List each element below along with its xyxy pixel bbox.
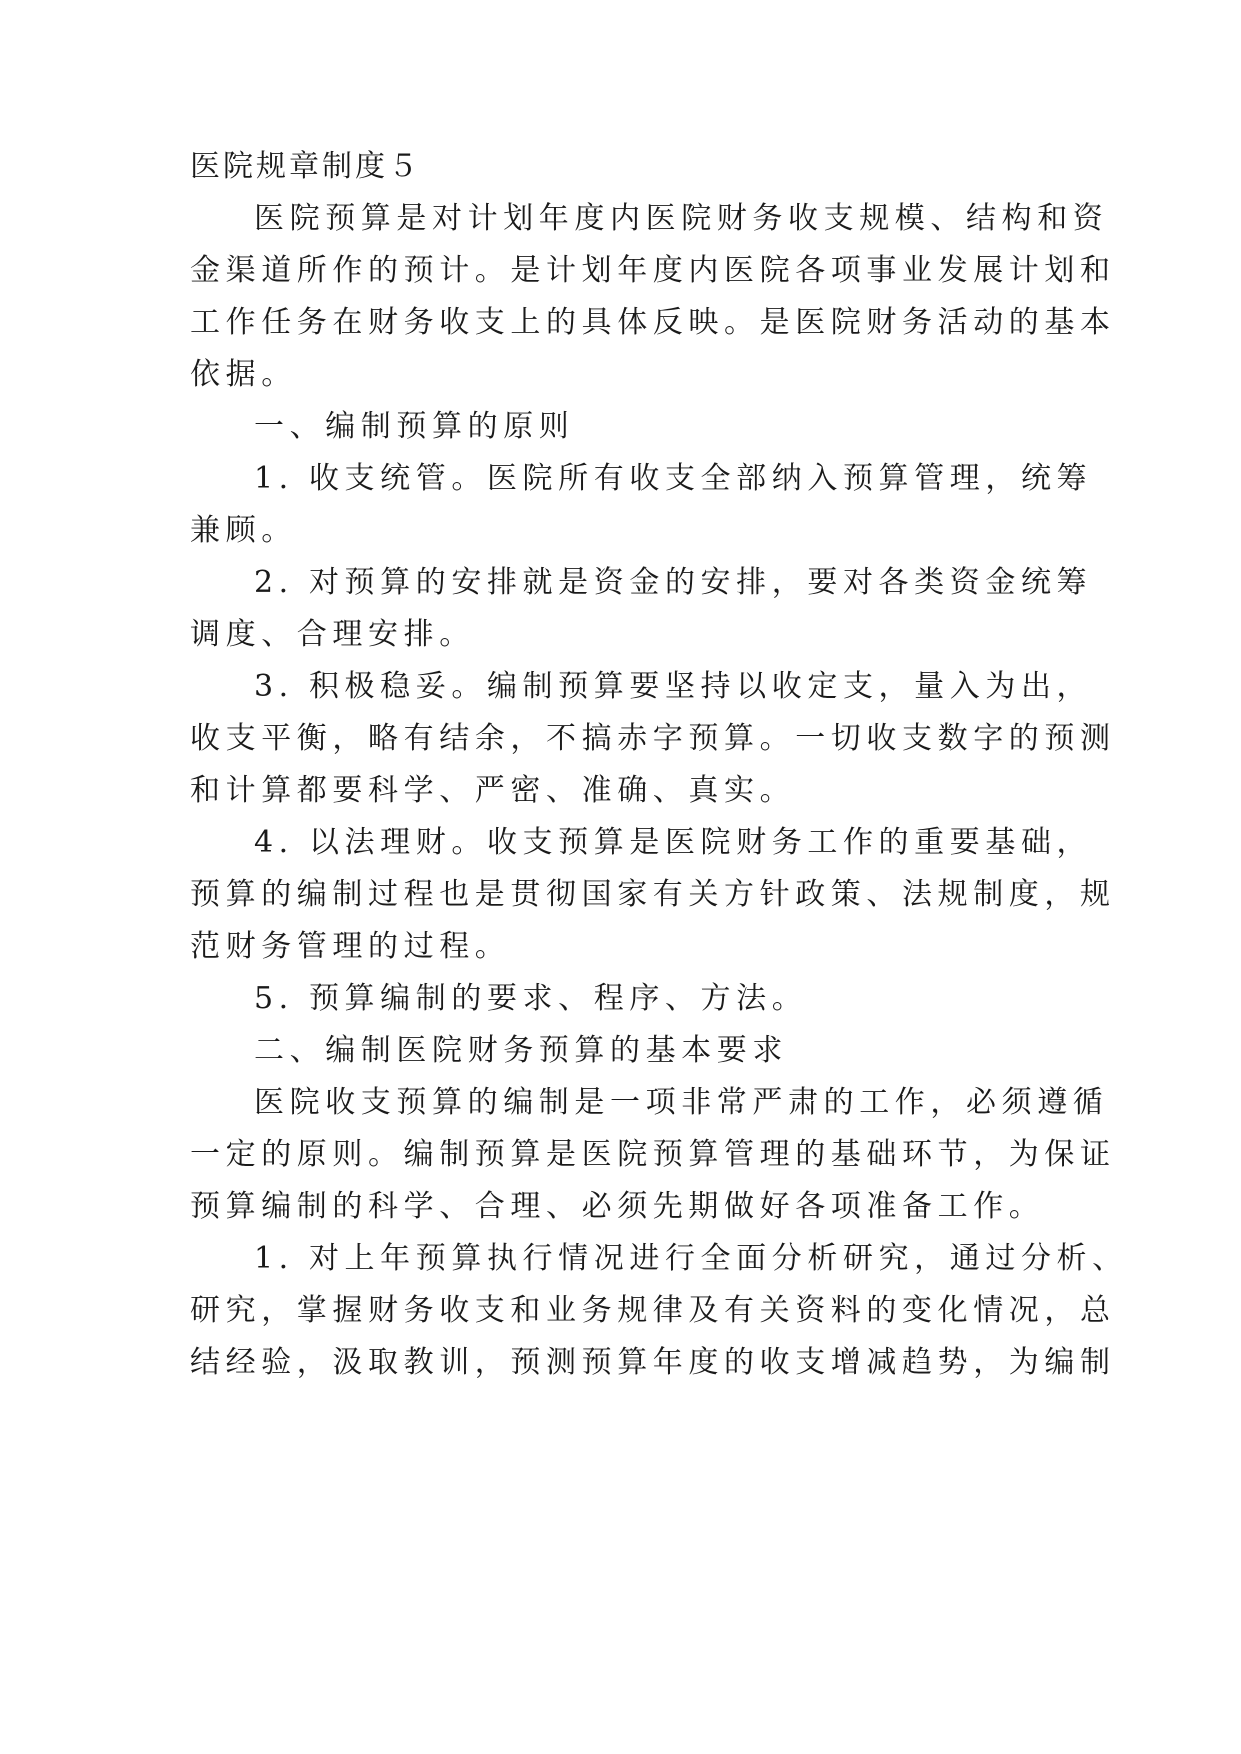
- list-item-line: 结经验，汲取教训，预测预算年度的收支增减趋势，为编制: [190, 1345, 1116, 1380]
- section-heading: 二、编制医院财务预算的基本要求: [254, 1033, 788, 1068]
- paragraph-line: 预算编制的科学、合理、必须先期做好各项准备工作。: [190, 1189, 1045, 1224]
- list-item-line: 预算的编制过程也是贯彻国家有关方针政策、法规制度，规: [190, 877, 1116, 912]
- list-item-line: 和计算都要科学、严密、准确、真实。: [190, 773, 796, 808]
- list-item-line: 兼顾。: [190, 513, 297, 548]
- list-item-line: 4. 以法理财。收支预算是医院财务工作的重要基础，: [254, 825, 1093, 860]
- paragraph-line: 一定的原则。编制预算是医院预算管理的基础环节，为保证: [190, 1137, 1116, 1172]
- list-item-line: 1. 收支统管。医院所有收支全部纳入预算管理，统筹: [254, 461, 1093, 496]
- list-item-line: 5. 预算编制的要求、程序、方法。: [254, 981, 808, 1016]
- paragraph-line: 医院收支预算的编制是一项非常严肃的工作，必须遵循: [254, 1085, 1109, 1120]
- list-item-line: 收支平衡，略有结余，不搞赤字预算。一切收支数字的预测: [190, 721, 1116, 756]
- paragraph-line: 工作任务在财务收支上的具体反映。是医院财务活动的基本: [190, 305, 1116, 340]
- paragraph-line: 依据。: [190, 357, 297, 392]
- list-item-line: 范财务管理的过程。: [190, 929, 511, 964]
- list-item-line: 研究，掌握财务收支和业务规律及有关资料的变化情况，总: [190, 1293, 1116, 1328]
- document-title: 医院规章制度５: [190, 149, 421, 184]
- section-heading: 一、编制预算的原则: [254, 409, 575, 444]
- paragraph-line: 医院预算是对计划年度内医院财务收支规模、结构和资: [254, 201, 1109, 236]
- list-item-line: 1. 对上年预算执行情况进行全面分析研究，通过分析、: [254, 1241, 1128, 1276]
- list-item-line: 3. 积极稳妥。编制预算要坚持以收定支，量入为出，: [254, 669, 1093, 704]
- list-item-line: 2. 对预算的安排就是资金的安排，要对各类资金统筹: [254, 565, 1093, 600]
- list-item-line: 调度、合理安排。: [190, 617, 475, 652]
- paragraph-line: 金渠道所作的预计。是计划年度内医院各项事业发展计划和: [190, 253, 1116, 288]
